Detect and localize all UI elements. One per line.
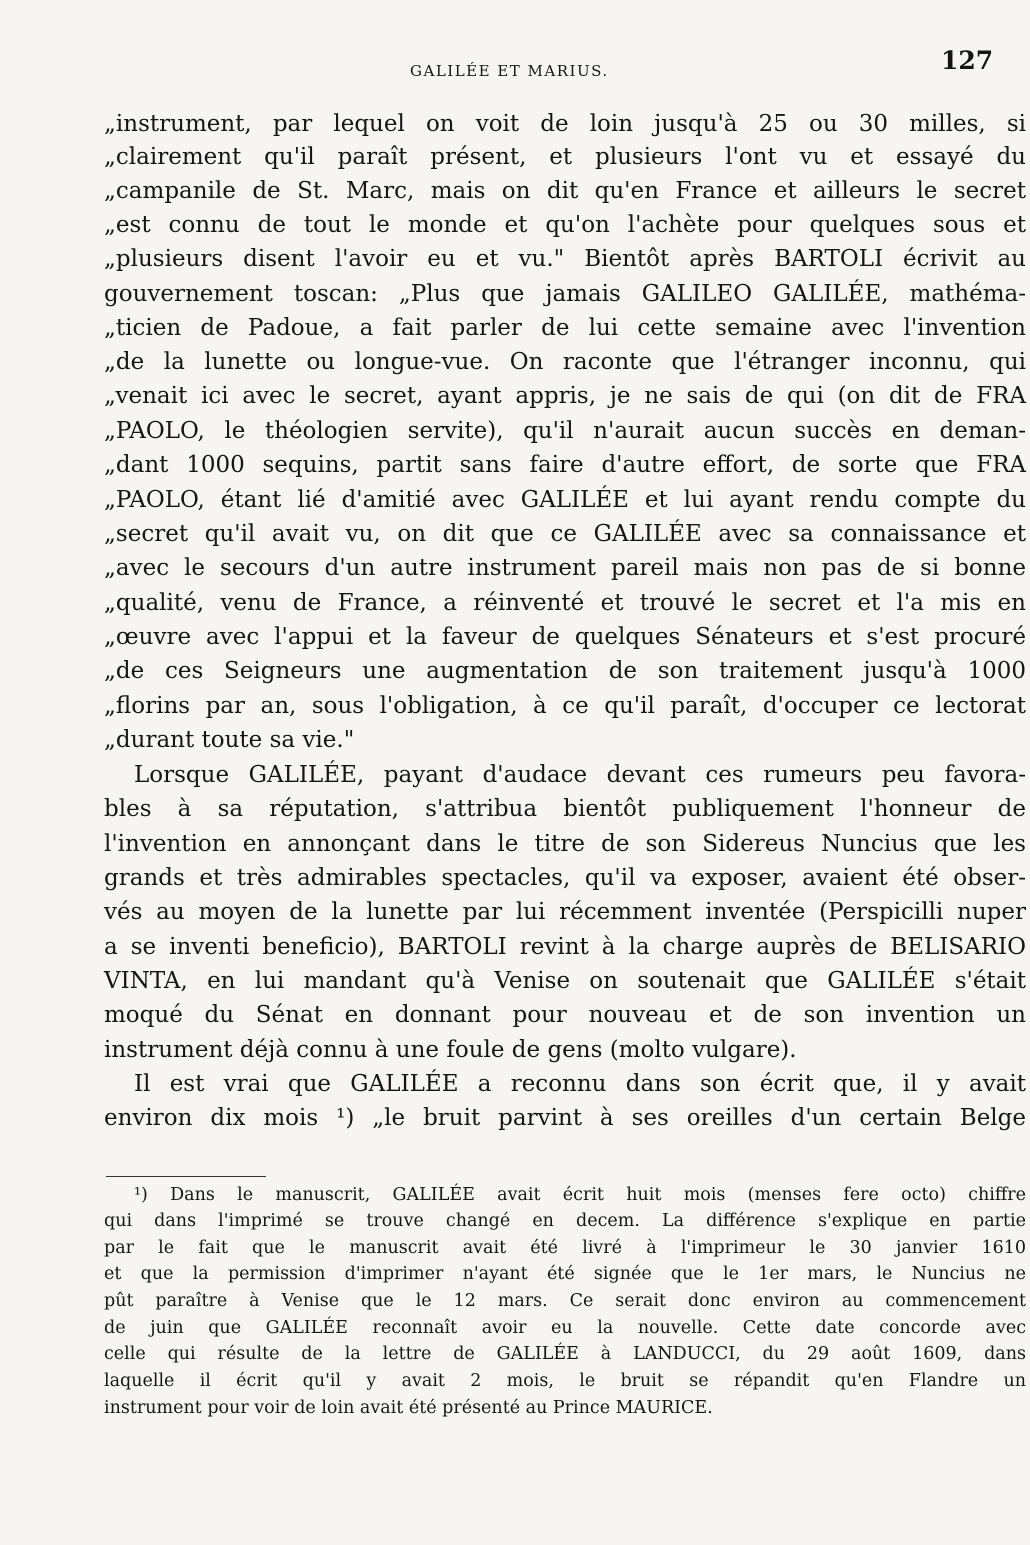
footnote-line: qui dans l'imprimé se trouve changé en decem. La différence s'explique en partie	[104, 1211, 1026, 1231]
body-line: „PAOLO, étant lié d'amitié avec GALILÉE et lui ayant rendu compte du	[104, 487, 1026, 513]
body-line: grands et très admirables spectacles, qu'il va exposer, avaient été obser-	[104, 865, 1026, 891]
running-head: GALILÉE ET MARIUS.	[410, 62, 609, 80]
footnote-line: instrument pour voir de loin avait été présenté au Prince MAURICE.	[104, 1398, 713, 1418]
body-line: „est connu de tout le monde et qu'on l'achète pour quelques sous et	[104, 212, 1026, 238]
body-line: VINTA, en lui mandant qu'à Venise on soutenait que GALILÉE s'était	[104, 968, 1026, 994]
body-line: environ dix mois ¹) „le bruit parvint à ses oreilles d'un certain Belge	[104, 1105, 1026, 1131]
body-line: „clairement qu'il paraît présent, et plusieurs l'ont vu et essayé du	[104, 144, 1026, 170]
body-line: bles à sa réputation, s'attribua bientôt publiquement l'honneur de	[104, 796, 1026, 822]
footnote-line: celle qui résulte de la lettre de GALILÉE à LANDUCCI, du 29 août 1609, dans	[104, 1344, 1026, 1364]
footnote-rule	[106, 1176, 266, 1177]
page-number: 127	[941, 46, 994, 75]
paragraph-first-line: Lorsque GALILÉE, payant d'audace devant ces rumeurs peu favora-	[134, 762, 1026, 788]
body-line: „dant 1000 sequins, partit sans faire d'autre effort, de sorte que FRA	[104, 452, 1026, 478]
body-line: „plusieurs disent l'avoir eu et vu." Bientôt après BARTOLI écrivit au	[104, 246, 1026, 272]
footnote-line: ¹) Dans le manuscrit, GALILÉE avait écrit huit mois (menses fere octo) chiffre	[134, 1185, 1026, 1205]
body-line: gouvernement toscan: „Plus que jamais GALILEO GALILÉE, mathéma-	[104, 281, 1026, 307]
body-line: „secret qu'il avait vu, on dit que ce GALILÉE avec sa connaissance et	[104, 521, 1026, 547]
paragraph-first-line: Il est vrai que GALILÉE a reconnu dans son écrit que, il y avait	[134, 1071, 1026, 1097]
body-line: „œuvre avec l'appui et la faveur de quelques Sénateurs et s'est procuré	[104, 624, 1026, 650]
body-line: „qualité, venu de France, a réinventé et trouvé le secret et l'a mis en	[104, 590, 1026, 616]
body-line: „durant toute sa vie."	[104, 727, 355, 753]
body-line: „PAOLO, le théologien servite), qu'il n'aurait aucun succès en deman-	[104, 418, 1026, 444]
footnote-line: de juin que GALILÉE reconnaît avoir eu la nouvelle. Cette date concorde avec	[104, 1318, 1026, 1338]
body-line: „campanile de St. Marc, mais on dit qu'en France et ailleurs le secret	[104, 178, 1026, 204]
body-line: „ticien de Padoue, a fait parler de lui cette semaine avec l'invention	[104, 315, 1026, 341]
body-line: „avec le secours d'un autre instrument pareil mais non pas de si bonne	[104, 555, 1026, 581]
body-line: „florins par an, sous l'obligation, à ce qu'il paraît, d'occuper ce lectorat	[104, 693, 1026, 719]
footnote-line: laquelle il écrit qu'il y avait 2 mois, le bruit se répandit qu'en Flandre un	[104, 1371, 1026, 1391]
body-line: l'invention en annonçant dans le titre de son Sidereus Nuncius que les	[104, 831, 1026, 857]
body-line: „venait ici avec le secret, ayant appris, je ne sais de qui (on dit de FRA	[104, 383, 1026, 409]
body-line: „de la lunette ou longue-vue. On raconte que l'étranger inconnu, qui	[104, 349, 1026, 375]
body-line: instrument déjà connu à une foule de gens (molto vulgare).	[104, 1037, 797, 1063]
body-line: a se inventi beneficio), BARTOLI revint à la charge auprès de BELISARIO	[104, 934, 1026, 960]
footnote-line: pût paraître à Venise que le 12 mars. Ce serait donc environ au commencement	[104, 1291, 1026, 1311]
body-line: „instrument, par lequel on voit de loin jusqu'à 25 ou 30 milles, si	[104, 111, 1026, 137]
body-line: moqué du Sénat en donnant pour nouveau et de son invention un	[104, 1002, 1026, 1028]
body-line: vés au moyen de la lunette par lui récemment inventée (Perspicilli nuper	[104, 899, 1026, 925]
body-line: „de ces Seigneurs une augmentation de son traitement jusqu'à 1000	[104, 658, 1026, 684]
footnote-line: par le fait que le manuscrit avait été livré à l'imprimeur le 30 janvier 1610	[104, 1238, 1026, 1258]
footnote-line: et que la permission d'imprimer n'ayant été signée que le 1er mars, le Nuncius ne	[104, 1264, 1026, 1284]
